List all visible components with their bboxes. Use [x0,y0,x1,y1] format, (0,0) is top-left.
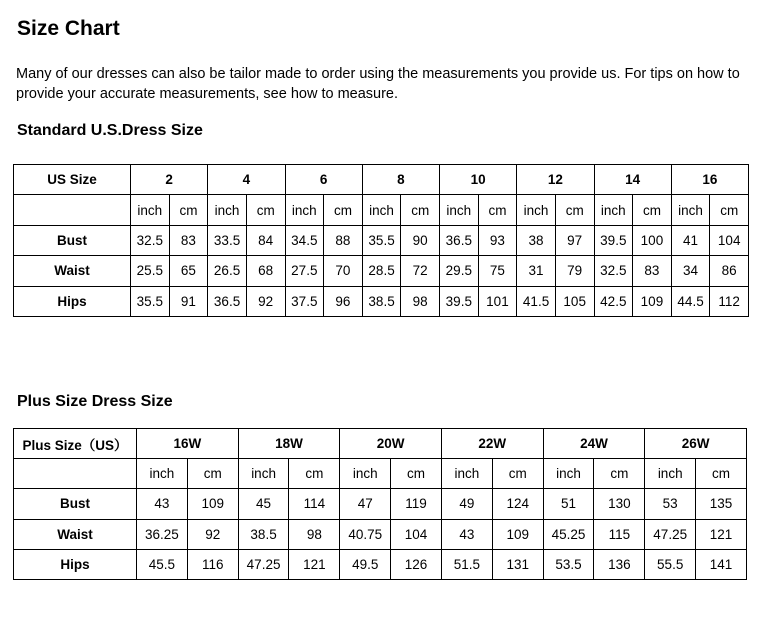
unit-inch-cell: inch [594,195,633,225]
unit-inch-cell: inch [440,195,479,225]
unit-cm-cell: cm [246,195,285,225]
unit-cm-cell: cm [401,195,440,225]
measurement-label: Bust [14,489,137,519]
measurement-value: 79 [555,256,594,286]
measurement-value: 98 [289,519,340,549]
measurement-value: 88 [324,225,363,255]
measurement-value: 38.5 [238,519,289,549]
measurement-value: 119 [391,489,442,519]
unit-cm-cell: cm [391,459,442,489]
measurement-value: 45.5 [137,549,188,579]
size-header-row [14,429,747,459]
measurement-value: 136 [594,549,645,579]
table-row [14,256,749,286]
unit-cm-cell: cm [633,195,672,225]
unit-cm-cell: cm [696,459,747,489]
unit-cm-cell: cm [710,195,749,225]
measurement-value: 55.5 [645,549,696,579]
size-header-cell: 4 [208,165,285,195]
intro-text: Many of our dresses can also be tailor made to order using the measurements you provide us. For tips on how to provide your accurate measurements, see how to measure. [16,66,740,102]
measurement-value: 53.5 [543,549,594,579]
size-header-cell: 10 [440,165,517,195]
unit-inch-cell: inch [131,195,170,225]
size-header-cell: 14 [594,165,671,195]
measurement-value: 36.25 [137,519,188,549]
measurement-value: 44.5 [671,286,710,316]
size-header-cell: 24W [543,429,645,459]
measurement-value: 43 [137,489,188,519]
measurement-value: 141 [696,549,747,579]
size-header-cell: 22W [441,429,543,459]
measurement-value: 109 [633,286,672,316]
measurement-label: Hips [14,549,137,579]
measurement-value: 27.5 [285,256,324,286]
unit-cm-cell: cm [555,195,594,225]
unit-row [14,459,747,489]
unit-inch-cell: inch [517,195,556,225]
size-header-cell: 8 [362,165,439,195]
measurement-value: 96 [324,286,363,316]
measurement-value: 65 [169,256,208,286]
size-header-cell: 20W [340,429,442,459]
measurement-label: Waist [14,519,137,549]
measurement-value: 53 [645,489,696,519]
blank-cell [14,195,131,225]
measurement-value: 72 [401,256,440,286]
unit-inch-cell: inch [208,195,247,225]
measurement-value: 104 [391,519,442,549]
measurement-value: 135 [696,489,747,519]
measurement-value: 28.5 [362,256,401,286]
measurement-value: 90 [401,225,440,255]
unit-inch-cell: inch [645,459,696,489]
measurement-label: Waist [14,256,131,286]
size-header-label: Plus Size（US） [14,429,137,459]
measurement-value: 105 [555,286,594,316]
unit-inch-cell: inch [362,195,401,225]
measurement-value: 49 [441,489,492,519]
measurement-value: 104 [710,225,749,255]
size-header-cell: 26W [645,429,747,459]
unit-inch-cell: inch [441,459,492,489]
measurement-value: 32.5 [131,225,170,255]
measurement-value: 36.5 [440,225,479,255]
measurement-value: 121 [289,549,340,579]
measurement-value: 34 [671,256,710,286]
measurement-value: 83 [169,225,208,255]
measurement-value: 126 [391,549,442,579]
measurement-value: 47.25 [238,549,289,579]
unit-cm-cell: cm [492,459,543,489]
unit-row [14,195,749,225]
unit-cm-cell: cm [478,195,517,225]
unit-inch-cell: inch [238,459,289,489]
unit-inch-cell: inch [671,195,710,225]
size-header-cell: 6 [285,165,362,195]
measurement-value: 49.5 [340,549,391,579]
measurement-value: 83 [633,256,672,286]
standard-size-title: Standard U.S.Dress Size [17,122,203,139]
unit-inch-cell: inch [340,459,391,489]
unit-cm-cell: cm [289,459,340,489]
table-row [14,225,749,255]
blank-cell [14,459,137,489]
size-header-cell: 18W [238,429,340,459]
unit-cm-cell: cm [187,459,238,489]
size-header-cell: 16 [671,165,748,195]
measurement-label: Hips [14,286,131,316]
size-header-row [14,165,749,195]
measurement-value: 124 [492,489,543,519]
measurement-value: 35.5 [362,225,401,255]
measurement-value: 115 [594,519,645,549]
measurement-value: 43 [441,519,492,549]
measurement-value: 31 [517,256,556,286]
measurement-value: 41.5 [517,286,556,316]
measurement-value: 40.75 [340,519,391,549]
size-header-label: US Size [14,165,131,195]
plus-size-table [13,428,747,580]
measurement-value: 91 [169,286,208,316]
table-row [14,489,747,519]
measurement-value: 36.5 [208,286,247,316]
measurement-value: 32.5 [594,256,633,286]
measurement-value: 84 [246,225,285,255]
measurement-value: 131 [492,549,543,579]
measurement-value: 45.25 [543,519,594,549]
measurement-value: 51 [543,489,594,519]
unit-cm-cell: cm [594,459,645,489]
measurement-value: 45 [238,489,289,519]
measurement-value: 34.5 [285,225,324,255]
size-header-cell: 12 [517,165,594,195]
measurement-value: 33.5 [208,225,247,255]
measurement-value: 38.5 [362,286,401,316]
measurement-value: 109 [187,489,238,519]
measurement-value: 114 [289,489,340,519]
measurement-value: 47.25 [645,519,696,549]
measurement-value: 86 [710,256,749,286]
measurement-value: 51.5 [441,549,492,579]
unit-inch-cell: inch [543,459,594,489]
measurement-value: 29.5 [440,256,479,286]
measurement-value: 112 [710,286,749,316]
unit-inch-cell: inch [137,459,188,489]
measurement-value: 97 [555,225,594,255]
measurement-value: 121 [696,519,747,549]
measurement-value: 75 [478,256,517,286]
measurement-value: 35.5 [131,286,170,316]
measurement-value: 39.5 [440,286,479,316]
measurement-value: 42.5 [594,286,633,316]
measurement-value: 101 [478,286,517,316]
size-header-cell: 2 [131,165,208,195]
measurement-value: 70 [324,256,363,286]
unit-cm-cell: cm [324,195,363,225]
table-row [14,549,747,579]
measurement-value: 26.5 [208,256,247,286]
unit-cm-cell: cm [169,195,208,225]
measurement-value: 92 [187,519,238,549]
measurement-value: 39.5 [594,225,633,255]
measurement-value: 116 [187,549,238,579]
measurement-value: 98 [401,286,440,316]
measurement-value: 47 [340,489,391,519]
table-row [14,519,747,549]
measurement-label: Bust [14,225,131,255]
measurement-value: 25.5 [131,256,170,286]
measurement-value: 38 [517,225,556,255]
measurement-value: 37.5 [285,286,324,316]
unit-inch-cell: inch [285,195,324,225]
measurement-value: 93 [478,225,517,255]
measurement-value: 68 [246,256,285,286]
standard-size-table [13,164,749,317]
plus-size-title: Plus Size Dress Size [17,393,173,410]
size-header-cell: 16W [137,429,239,459]
measurement-value: 92 [246,286,285,316]
measurement-value: 130 [594,489,645,519]
table-row [14,286,749,316]
page-title: Size Chart [17,17,120,40]
measurement-value: 109 [492,519,543,549]
measurement-value: 100 [633,225,672,255]
measurement-value: 41 [671,225,710,255]
